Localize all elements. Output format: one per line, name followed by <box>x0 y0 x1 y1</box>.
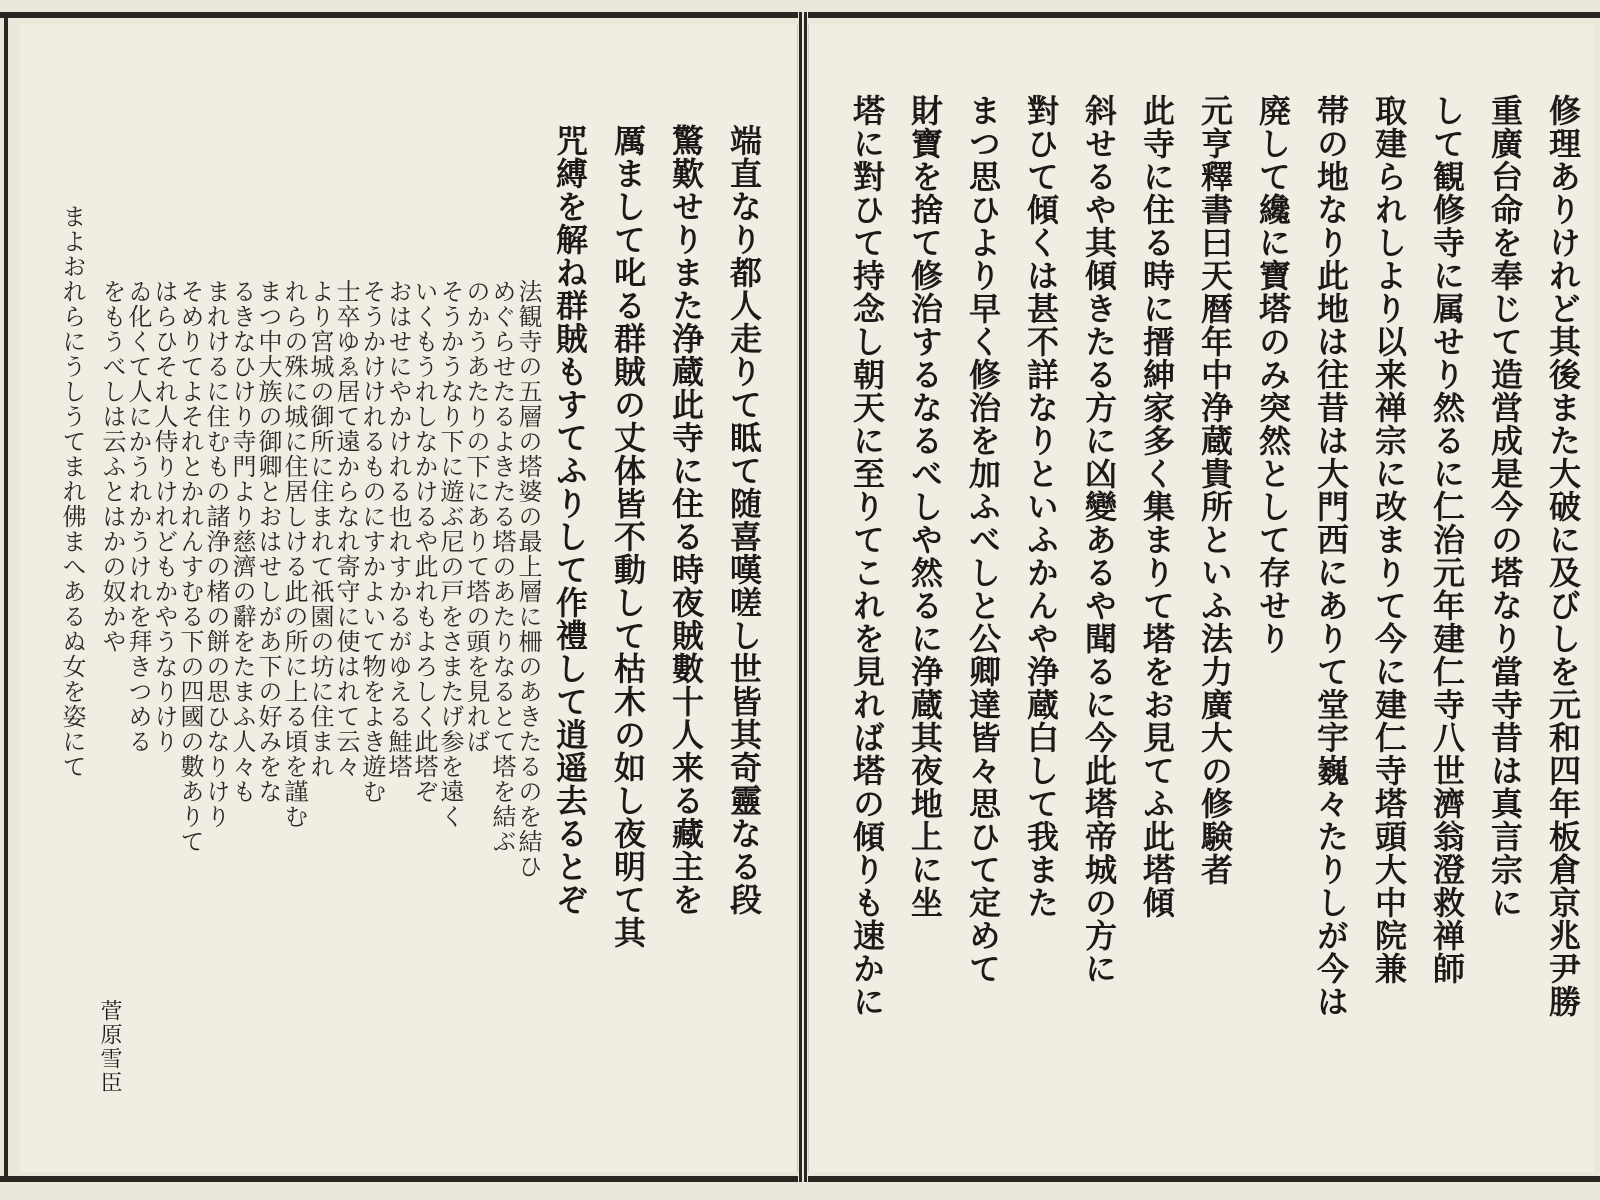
furigana-guide <box>48 204 58 1064</box>
furigana-guide <box>1531 94 1541 1154</box>
furigana-guide <box>1357 94 1367 1154</box>
text-column: まつ思ひより早く修治を加ふべしと公卿達皆々思ひて定めて <box>964 94 1002 985</box>
commentary-column: そめりてよそれとかれんすむる下の四國の數ありて <box>176 279 204 854</box>
commentary-column: まつ中大族の御卿とおはせしがあ下の好みをな <box>254 279 282 804</box>
furigana-guide <box>951 94 961 1154</box>
furigana-guide <box>1009 94 1019 1154</box>
text-column: して観修寺に属せり然るに仁治元年建仁寺八世濟翁澄救禅師 <box>1428 94 1466 985</box>
furigana-guide <box>712 124 722 1134</box>
left-rule <box>4 12 8 1182</box>
furigana-guide <box>893 94 903 1154</box>
commentary-column: そうかけけれるものにすかよいて物をよき遊む <box>358 279 386 804</box>
commentary-column: まれけるに住むもの諸浄の楮の餅の思ひなりけり <box>202 279 230 829</box>
commentary-column: 法観寺の五層の塔婆の最上層に柵のあきたるのを結ひ <box>514 279 542 879</box>
commentary-column: そうかうなり下に遊ぶ尼の戸をさまたげ参を遠く <box>436 279 464 829</box>
text-column: 驚歎せりまた浄蔵此寺に住る時夜賊數十人来る藏主を <box>667 124 705 916</box>
commentary-column: まよおれらにうしうてまれ佛まへあるぬ女を姿にて <box>58 204 86 779</box>
furigana-guide <box>596 124 606 1134</box>
furigana-guide <box>1415 94 1425 1154</box>
furigana-guide <box>1241 94 1251 1154</box>
right-page <box>808 24 1594 1172</box>
furigana-guide <box>1183 94 1193 1154</box>
text-column: 端直なり都人走りて眡て随喜嘆嗟し世皆其奇靈なる段 <box>725 124 763 916</box>
text-column: 取建られしより以来禅宗に改まりて今に建仁寺塔頭大中院兼 <box>1370 94 1408 985</box>
furigana-guide <box>835 94 845 1154</box>
furigana-guide <box>1473 94 1483 1154</box>
commentary-column: のかうあたりの下にありて塔の頭を見れば <box>462 279 490 754</box>
text-column: 元亨釋書曰天暦年中浄蔵貴所といふ法力廣大の修験者 <box>1196 94 1234 886</box>
text-column: 咒縛を解ね群賊もすてふりして作禮して逍遥去るとぞ <box>551 124 589 916</box>
center-gutter <box>798 12 808 1182</box>
text-column: 厲まして叱る群賊の丈体皆不動して枯木の如し夜明て其 <box>609 124 647 949</box>
text-column: 塔に對ひて持念し朝天に至りてこれを見れば塔の傾りも速かに <box>848 94 886 1018</box>
author-signature: 菅原雪臣 <box>97 999 122 1095</box>
commentary-column: をもうべしは云ふとはかの奴かや <box>98 279 126 654</box>
text-column: 帯の地なり此地は往昔は大門西にありて堂宇巍々たりしが今は <box>1312 94 1350 1018</box>
furigana-guide <box>1299 94 1309 1154</box>
text-column: 對ひて傾くは甚不詳なりといふかんや浄蔵白して我また <box>1022 94 1060 919</box>
commentary-column: めぐらせたるよきたる塔のあたりなるとて塔を結ぶ <box>488 279 516 854</box>
commentary-column: いくもうれしなかけるや此れもよろしく此塔ぞ <box>410 279 438 804</box>
text-column: 斜せるや其傾きたる方に凶變あるや聞るに今此塔帝城の方に <box>1080 94 1118 985</box>
text-column: 修理ありけれど其後また大破に及びしを元和四年板倉京兆尹勝 <box>1544 94 1582 1018</box>
furigana-guide <box>1067 94 1077 1154</box>
text-column: 廃して纔に寶塔のみ突然として存せり <box>1254 94 1292 655</box>
text-column: 重廣台命を奉じて造営成是今の塔なり當寺昔は真言宗に <box>1486 94 1524 919</box>
commentary-column: おはせにやかけれる也れすかるがゆえる鮭塔 <box>384 279 412 779</box>
furigana-guide <box>654 124 664 1134</box>
left-page <box>20 24 798 1172</box>
commentary-column: ゐ化くて人にかうれかうけれを拜きつめる <box>124 279 152 754</box>
commentary-column: より宮城の御所に住まれて祇園の坊に住まれ <box>306 279 334 779</box>
commentary-column: 士卒ゆゑ居て遠からなれ寄守に使はれて云々 <box>332 279 360 779</box>
commentary-column: るきなひけり寺門より慈濟の辭をたまふ人々も <box>228 279 256 804</box>
commentary-column: れらの殊に城に住居しける此の所に上る頃を謹む <box>280 279 308 829</box>
text-column: 此寺に住る時に搢紳家多く集まりて塔をお見てふ此塔傾 <box>1138 94 1176 919</box>
furigana-guide <box>1125 94 1135 1154</box>
text-column: 財寶を捨て修治するなるべしや然るに浄蔵其夜地上に坐 <box>906 94 944 919</box>
commentary-column: はらひそれ人侍りけれどもかやうなりけり <box>150 279 178 754</box>
